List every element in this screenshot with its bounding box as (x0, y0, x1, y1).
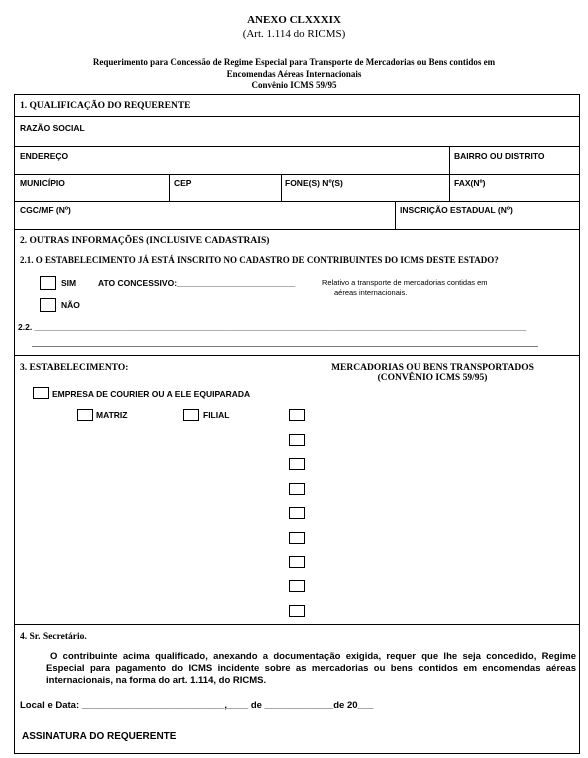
section1-title: 1. QUALIFICAÇÃO DO REQUERENTE (20, 101, 191, 111)
divider (14, 355, 580, 356)
nao-checkbox[interactable] (40, 298, 56, 312)
municipio-field[interactable] (18, 189, 166, 199)
bairro-field[interactable] (452, 163, 576, 173)
inscricao-label: INSCRIÇÃO ESTADUAL (Nº) (400, 205, 513, 215)
cep-label: CEP (174, 178, 192, 188)
divider (14, 229, 580, 230)
request-heading-line1: Requerimento para Concessão de Regime Especial para Transporte de Mercadorias ou Bens contidos em (92, 57, 496, 67)
fones-label: FONE(S) Nº(S) (285, 178, 343, 188)
courier-label: EMPRESA DE COURIER OU A ELE EQUIPARADA (52, 389, 251, 399)
question-2-2-line2[interactable]: ___________________________________________________________________________________________________________ (32, 337, 538, 347)
mercadoria-checkbox[interactable] (289, 507, 305, 519)
mercadoria-checkbox[interactable] (289, 556, 305, 568)
divider (449, 146, 450, 174)
cgc-label: CGC/MF (Nº) (20, 205, 71, 215)
fax-field[interactable] (452, 189, 576, 199)
filial-label: FILIAL (203, 410, 230, 420)
divider (449, 174, 450, 201)
request-heading-line3: Convênio ICMS 59/95 (251, 80, 337, 90)
razao-social-label: RAZÃO SOCIAL (20, 123, 85, 133)
section4-title: 4. Sr. Secretário. (20, 632, 87, 642)
request-heading-line2: Encomendas Aéreas Internacionais (226, 68, 362, 79)
divider (14, 201, 580, 202)
section3-title: 3. ESTABELECIMENTO: (20, 363, 129, 373)
question-2-2-field[interactable]: 2.2. ________________________________________________________________________________________________________ (18, 322, 527, 332)
local-data-field[interactable]: Local e Data: ___________________________,____ de _____________de 20___ (20, 700, 374, 711)
ato-concessivo-field[interactable]: ATO CONCESSIVO:_________________________ (98, 278, 296, 288)
request-heading (40, 57, 548, 92)
mercadorias-title-line2: (CONVÊNIO ICMS 59/95) (377, 373, 488, 383)
nao-label: NÃO (61, 300, 80, 310)
mercadoria-checkbox[interactable] (289, 532, 305, 544)
razao-social-field[interactable] (18, 135, 576, 145)
mercadorias-title-line1: MERCADORIAS OU BENS TRANSPORTADOS (331, 363, 534, 373)
divider (14, 146, 580, 147)
section2-title: 2. OUTRAS INFORMAÇÕES (INCLUSIVE CADASTRAIS) (20, 236, 270, 246)
relativo-text (322, 278, 488, 298)
mercadoria-checkbox[interactable] (289, 580, 305, 592)
mercadoria-checkbox[interactable] (289, 483, 305, 495)
matriz-checkbox[interactable] (77, 409, 93, 421)
endereco-field[interactable] (18, 163, 446, 173)
filial-checkbox[interactable] (183, 409, 199, 421)
divider (395, 201, 396, 229)
fax-label: FAX(Nº) (454, 178, 486, 188)
courier-checkbox[interactable] (33, 387, 49, 399)
signature-label: ASSINATURA DO REQUERENTE (22, 731, 177, 742)
inscricao-field[interactable] (398, 216, 576, 226)
divider (14, 116, 580, 117)
cep-field[interactable] (172, 189, 278, 199)
annex-subtitle: (Art. 1.114 do RICMS) (242, 28, 346, 40)
mercadoria-checkbox[interactable] (289, 409, 305, 421)
divider (169, 174, 170, 201)
mercadoria-checkbox[interactable] (289, 605, 305, 617)
annex-title: ANEXO CLXXXIX (247, 14, 341, 26)
divider (14, 174, 580, 175)
matriz-label: MATRIZ (96, 410, 128, 420)
divider (14, 624, 580, 625)
endereco-label: ENDEREÇO (20, 151, 69, 161)
bairro-label: BAIRRO OU DISTRITO (454, 151, 545, 161)
fones-field[interactable] (284, 189, 446, 199)
mercadorias-title (300, 363, 565, 383)
sim-label: SIM (61, 278, 77, 288)
question-2-1: 2.1. O ESTABELECIMENTO JÁ ESTÁ INSCRITO NO CADASTRO DE CONTRIBUINTES DO ICMS DESTE ESTADO? (20, 255, 499, 265)
request-paragraph: O contribuinte acima qualificado, anexando a documentação exigida, requer que lhe seja concedido, Regime Especial para pagamento do ICMS incidente sobre as mercadorias ou bens contidos em encomendas aéreas internacionais, na forma do art. 1.114, do RICMS. (46, 651, 576, 686)
cgc-field[interactable] (18, 216, 392, 226)
municipio-label: MUNICÍPIO (20, 178, 65, 188)
sim-checkbox[interactable] (40, 276, 56, 290)
relativo-line2: aéreas internacionais. (334, 288, 408, 297)
divider (281, 174, 282, 201)
mercadoria-checkbox[interactable] (289, 434, 305, 446)
mercadoria-checkbox[interactable] (289, 458, 305, 470)
relativo-line1: Relativo a transporte de mercadorias contidas em (322, 278, 488, 287)
